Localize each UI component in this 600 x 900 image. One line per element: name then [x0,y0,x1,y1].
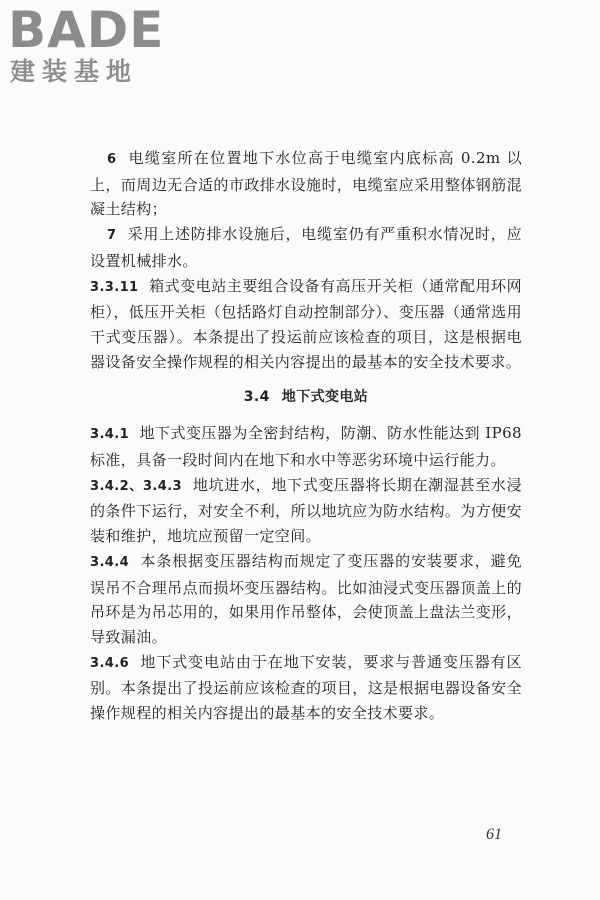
paragraph-text: 地下式变电站由于在地下安装，要求与普通变压器有区别。本条提出了投运前应该检查的项目，这是根据电器设备安全操作规程的相关内容提出的最基本的安全技术要求。 [90,652,522,723]
paragraph [90,421,522,472]
paragraph-text: 地坑进水，地下式变压器将长期在潮湿甚至水浸的条件下运行，对安全不利，所以地坑应为防水结构。为方便安装和维护，地坑应预留一定空间。 [90,475,522,546]
clause-number: 7 [107,228,117,244]
paragraph [90,549,522,650]
paragraph [90,222,522,273]
clause-number: 6 [107,152,117,167]
clause-number: 3.4.2、3.4.3 [90,478,182,494]
logo-brand: BADE [8,1,165,59]
paragraph [90,473,522,549]
paragraph [90,146,522,222]
logo [8,2,178,88]
paragraph-text: 本条根据变压器结构而规定了变压器的安装要求，避免误吊不合理吊点而损坏变压器结构。比如油浸式变压器顶盖上的吊环是为吊芯用的，如果用作吊整体，会使顶盖上盘法兰变形，导致漏油。 [90,551,522,646]
paragraph-text: 采用上述防排水设施后，电缆室仍有严重积水情况时，应设置机械排水。 [90,225,522,270]
paragraph [90,650,522,726]
paragraph-text: 地下式变压器为全密封结构，防潮、防水性能达到 IP68 标准，具备一段时间内在地下和水中等恶劣环境中运行能力。 [90,424,522,470]
paragraph [90,274,522,375]
section-number: 3.4 [243,389,270,406]
paragraph-text: 电缆室所在位置地下水位高于电缆室内底标高 0.2m 以上，而周边无合适的市政排水设施时，电缆室应采用整体钢筋混凝土结构； [90,149,522,219]
clause-number: 3.3.11 [90,279,139,295]
clause-number: 3.4.1 [90,427,130,443]
clause-number: 3.4.4 [90,554,130,570]
document-body [90,146,522,726]
section-heading [90,385,522,409]
section-title: 地下式变电站 [281,389,369,406]
page-number: 61 [486,826,502,843]
logo-tagline: 建装基地 [10,57,139,86]
paragraph-text: 箱式变电站主要组合设备有高压开关柜（通常配用环网柜），低压开关柜（包括路灯自动控制部分）、变压器（通常选用干式变压器）。本条提出了投运前应该检查的项目，这是根据电器设备安全操作规程的相关内容提出的最基本的安全技术要求。 [90,276,522,371]
clause-number: 3.4.6 [90,655,130,671]
